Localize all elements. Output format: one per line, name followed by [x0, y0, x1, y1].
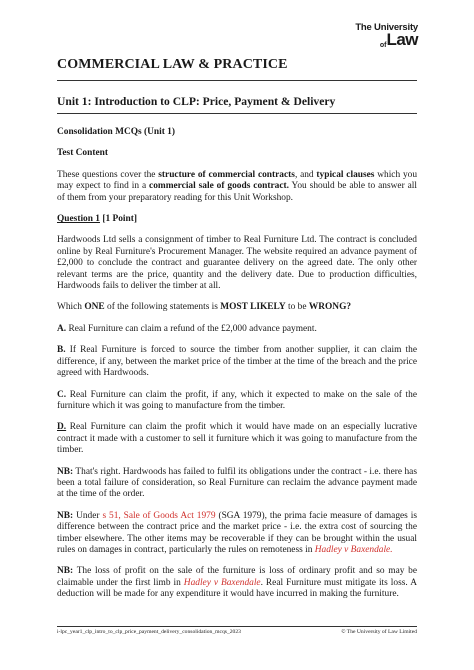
case-reference: Hadley v Baxendale.	[314, 544, 393, 555]
document-title: COMMERCIAL LAW & PRACTICE	[57, 57, 288, 72]
feedback-note-2: NB: Under s 51, Sale of Goods Act 1979 (SGA 1979), the prima facie measure of damages is difference between the contract price and the market price - i.e. the extra cost of sourcing the timber elsewhere. The other items may be recoverable if they can be brought within the usual rules on damages in contract, particularly the rules on remoteness in Hadley v Baxendale.	[57, 510, 418, 555]
feedback-note-1: NB: That's right. Hardwoods has failed to fulfil its obligations under the contract - i.e. there has been a total failure of consideration, so Real Furniture can reclaim the advance payment made at the time of the order.	[57, 466, 417, 500]
unit-title: Unit 1: Introduction to CLP: Price, Payment & Delivery	[57, 95, 336, 108]
option-b: B. If Real Furniture is forced to source the timber from another supplier, it can claim the difference, if any, between the market price of the timber at the time of the breach and the price agreed with Hardwoods.	[57, 345, 417, 379]
option-d: D. Real Furniture can claim the profit which it would have made on an especially lucrative contract it made with a customer to sell it furniture which it was going to manufacture from the timber.	[57, 422, 417, 456]
question-scenario: Hardwoods Ltd sells a consignment of timber to Real Furniture Ltd. The contract is concluded online by Real Furniture's Procurement Manager. The website required an advance payment of £2,000 to conclude the contract and guarantee delivery on the agreed date. The only other relevant terms are the price, quantity and the delivery date. Due to production difficulties, Hardwoods fails to deliver the timber at all.	[57, 235, 417, 292]
university-of-law-logo	[355, 18, 418, 49]
intro-paragraph: These questions cover the structure of commercial contracts, and typical clauses which you may expect to find in a commercial sale of goods contract. You should be able to answer all of them from your preparatory reading for this Unit Workshop.	[57, 169, 418, 203]
logo-line1: The University	[355, 22, 418, 33]
option-c: C. Real Furniture can claim the profit, if any, which it expected to make on the sale of the furniture which it was going to manufacture from the timber.	[57, 389, 417, 411]
page-footer	[57, 626, 417, 635]
question-prompt: Which ONE of the following statements is MOST LIKELY to be WRONG?	[57, 302, 352, 313]
logo-of: of	[379, 42, 387, 49]
document-body	[57, 127, 417, 611]
option-a: A. Real Furniture can claim a refund of the £2,000 advance payment.	[57, 323, 317, 334]
footer-filename: i-lpc_year1_clp_intro_to_clp_price_payment_delivery_consolidation_mcqs_2023	[57, 629, 241, 635]
section-heading: Consolidation MCQs (Unit 1)	[57, 127, 175, 137]
question-heading: Question 1 [1 Point]	[57, 214, 137, 225]
case-reference: Hadley v Baxendale	[183, 577, 261, 588]
title-divider	[57, 80, 417, 81]
unit-divider	[57, 113, 417, 114]
section-subheading: Test Content	[57, 148, 108, 159]
statute-link[interactable]: s 51, Sale of Goods Act 1979	[102, 510, 216, 521]
logo-law: Law	[386, 30, 418, 49]
feedback-note-3: NB: The loss of profit on the sale of the furniture is loss of ordinary profit and so may be claimable under the first limb in Hadley v Baxendale. Real Furniture must mitigate its loss. A deduction will be made for any expenditure it would have incurred in making the furniture.	[57, 566, 417, 600]
footer-copyright: © The University of Law Limited	[341, 629, 417, 635]
